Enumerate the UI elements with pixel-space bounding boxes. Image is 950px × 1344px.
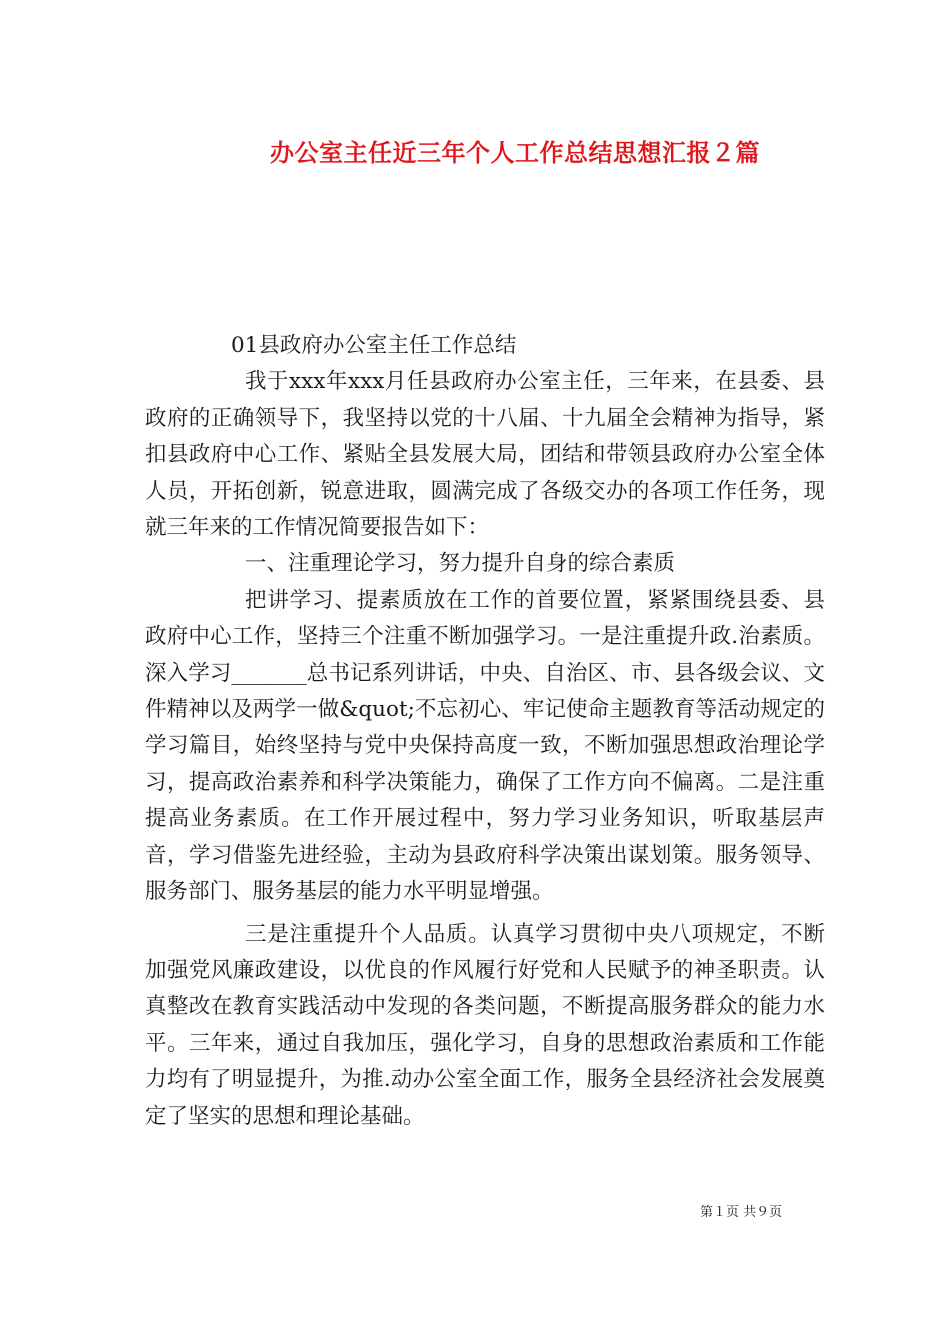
paragraph-intro: 我于xxx年xxx月任县政府办公室主任，三年来，在县委、县政府的正确领导下，我坚持以党的十八届、十九届全会精神为指导，紧扣县政府中心工作、紧贴全县发展大局，团结和带领县政府办公室全体人员，开拓创新，锐意进取，圆满完成了各级交办的各项工作任务，现就三年来的工作情况简要报告如下： — [145, 369, 825, 541]
paragraph-quality: 三是注重提升个人品质。认真学习贯彻中央八项规定，不断加强党风廉政建设，以优良的作风履行好党和人民赋予的神圣职责。认真整改在教育实践活动中发现的各类问题，不断提高服务群众的能力水平。三年来，通过自我加压，强化学习，自身的思想政治素质和工作能力均有了明显提升，为推.动办公室全面工作，服务全县经济社会发展奠定了坚实的思想和理论基础。 — [145, 921, 825, 1129]
document-body — [145, 328, 825, 1135]
paragraph-study: 把讲学习、提素质放在工作的首要位置，紧紧围绕县委、县政府中心工作，坚持三个注重不断加强学习。一是注重提升政.治素质。深入学习_______总书记系列讲话，中央、自治区、市、县各级会议、文件精神以及两学一做&quot;不忘初心、牢记使命主题教育等活动规定的学习篇目，始终坚持与党中央保持高度一致，不断加强思想政治理论学习，提高政治素养和科学决策能力，确保了工作方向不偏离。二是注重提高业务素质。在工作开展过程中，努力学习业务知识，听取基层声音，学习借鉴先进经验，主动为县政府科学决策出谋划策。服务领导、服务部门、服务基层的能力水平明显增强。 — [145, 587, 825, 905]
page-number-footer: 第１页 共９页 — [700, 1205, 783, 1220]
section-title: 01县政府办公室主任工作总结 — [231, 333, 517, 358]
document-title: 办公室主任近三年个人工作总结思想汇报２篇 — [270, 138, 760, 167]
paragraph-heading-1: 一、注重理论学习，努力提升自身的综合素质 — [245, 551, 676, 577]
